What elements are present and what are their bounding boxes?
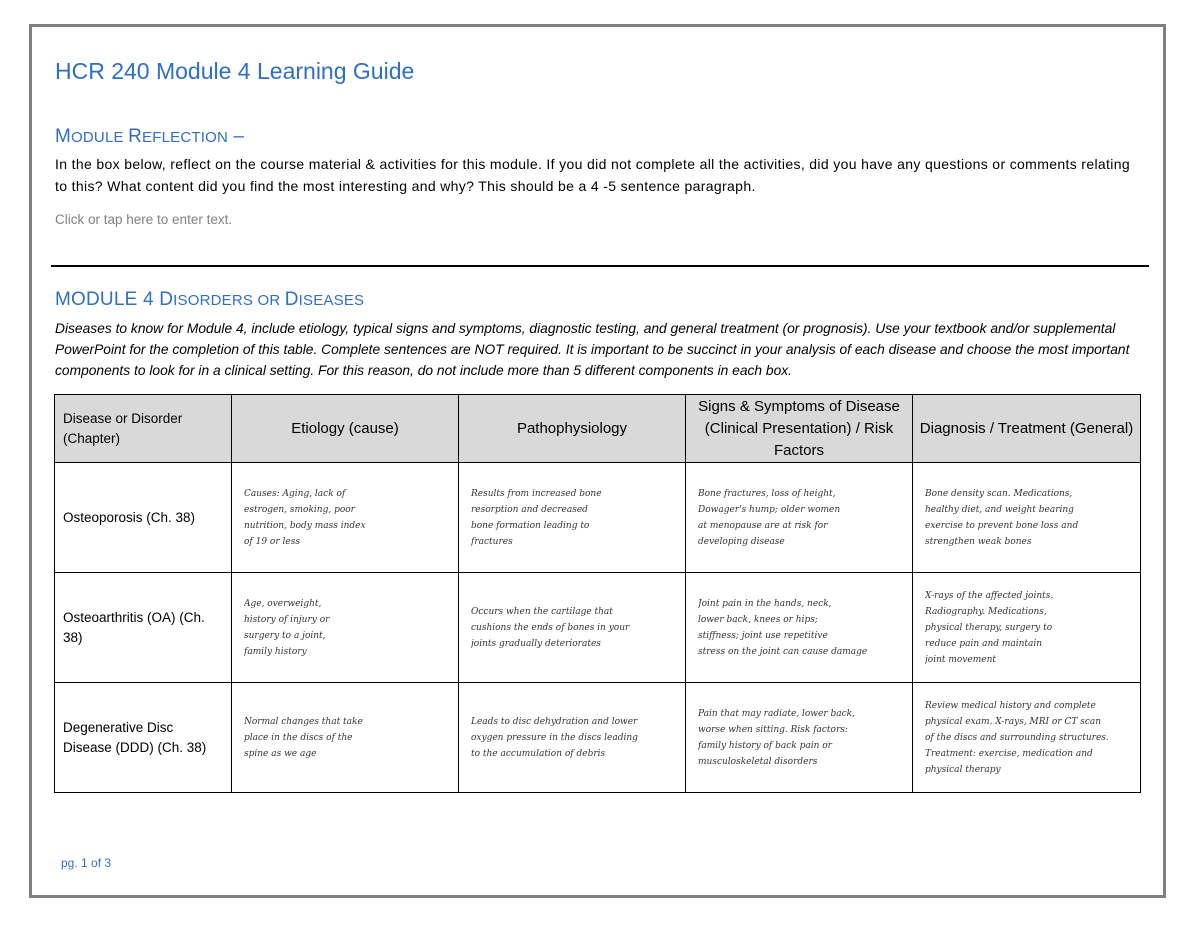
header-pathophysiology: Pathophysiology [459, 395, 686, 463]
table-row [55, 463, 1141, 573]
handwritten-entry: Bone density scan. Medications, healthy diet, and weight bearing exercise to prevent bone loss and strengthen weak bones [925, 488, 1079, 547]
etiology-cell[interactable] [232, 573, 459, 683]
diagnosis-cell[interactable] [913, 683, 1141, 793]
handwritten-entry: Joint pain in the hands, neck, lower back, knees or hips; stiffness; joint use repetitive stress on the joint can cause damage [698, 598, 868, 657]
etiology-cell[interactable] [232, 683, 459, 793]
etiology-cell[interactable] [232, 463, 459, 573]
handwritten-entry: Review medical history and complete physical exam. X-rays, MRI or CT scan of the discs and surrounding structures. Treatment: exercise, medication and physical therapy [925, 700, 1109, 775]
pathophysiology-cell[interactable] [459, 463, 686, 573]
signs-cell[interactable] [686, 573, 913, 683]
disease-name: Osteoporosis (Ch. 38) [55, 463, 232, 573]
signs-cell[interactable] [686, 463, 913, 573]
document-title: HCR 240 Module 4 Learning Guide [55, 58, 415, 84]
handwritten-entry: Results from increased bone resorption and decreased bone formation leading to fractures [471, 488, 602, 547]
signs-cell[interactable] [686, 683, 913, 793]
reflection-text-field[interactable]: Click or tap here to enter text. [55, 212, 233, 227]
header-disease: Disease or Disorder (Chapter) [55, 395, 232, 463]
header-diagnosis-treatment: Diagnosis / Treatment (General) [913, 395, 1141, 463]
disorders-instructions: Diseases to know for Module 4, include etiology, typical signs and symptoms, diagnostic testing, and general treatment (or prognosis). Use your textbook and/or supplemental PowerPoint for the completion of this table. Complete sentences are NOT required. It is important to be succinct in your analysis of each disease and choose the most important components to look for in a clinical setting. For this reason, do not include more than 5 different components in each box. [55, 321, 1130, 378]
handwritten-entry: X-rays of the affected joints. Radiography. Medications, physical therapy, surgery to reduce pain and maintain joint movement [925, 590, 1054, 665]
handwritten-entry: Occurs when the cartilage that cushions the ends of bones in your joints gradually deteriorates [471, 606, 630, 649]
table-row [55, 573, 1141, 683]
handwritten-entry: Causes: Aging, lack of estrogen, smoking, poor nutrition, body mass index of 19 or less [244, 488, 366, 547]
header-etiology: Etiology (cause) [232, 395, 459, 463]
diagnosis-cell[interactable] [913, 573, 1141, 683]
diagnosis-cell[interactable] [913, 463, 1141, 573]
header-signs-symptoms: Signs & Symptoms of Disease (Clinical Presentation) / Risk Factors [686, 395, 913, 463]
disease-name: Osteoarthritis (OA) (Ch. 38) [55, 573, 232, 683]
pathophysiology-cell[interactable] [459, 683, 686, 793]
handwritten-entry: Bone fractures, loss of height, Dowager's hump; older women at menopause are at risk for developing disease [698, 488, 841, 547]
reflection-heading: MODULE REFLECTION – [55, 126, 245, 147]
handwritten-entry: Leads to disc dehydration and lower oxygen pressure in the discs leading to the accumulation of debris [471, 716, 638, 759]
table-header-row [55, 395, 1141, 463]
disease-table [54, 394, 1141, 793]
disorders-heading: MODULE 4 DISORDERS OR DISEASES [55, 289, 365, 310]
pathophysiology-cell[interactable] [459, 573, 686, 683]
disease-name: Degenerative Disc Disease (DDD) (Ch. 38) [55, 683, 232, 793]
page-number: pg. 1 of 3 [61, 856, 112, 870]
section-divider [51, 265, 1149, 267]
reflection-prompt: In the box below, reflect on the course material & activities for this module. If you did not complete all the activities, did you have any questions or comments relating to this? What content did you find the most interesting and why? This should be a 4 -5 sentence paragraph. [55, 156, 1131, 194]
handwritten-entry: Normal changes that take place in the discs of the spine as we age [244, 716, 363, 759]
handwritten-entry: Age, overweight, history of injury or surgery to a joint, family history [244, 598, 330, 657]
handwritten-entry: Pain that may radiate, lower back, worse when sitting. Risk factors: family history of back pain or musculoskeletal disorders [698, 708, 855, 767]
table-row [55, 683, 1141, 793]
